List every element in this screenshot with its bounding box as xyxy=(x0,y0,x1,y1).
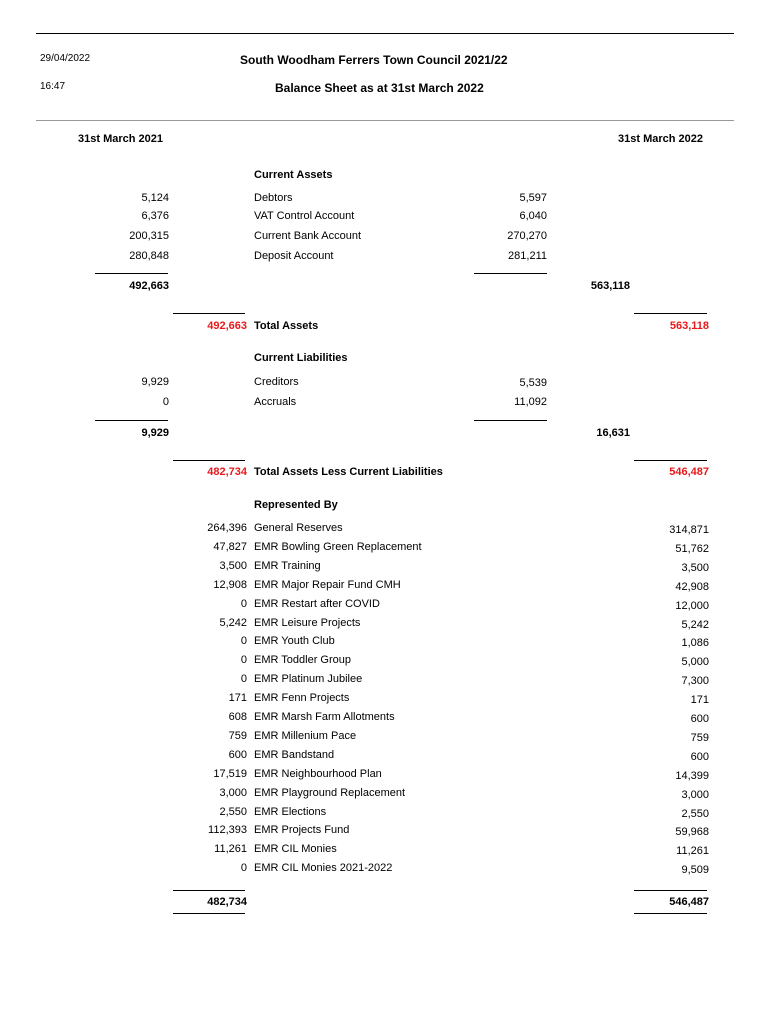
prior-value: 5,124 xyxy=(141,192,169,204)
row-label: EMR Youth Club xyxy=(254,635,335,647)
total-underline xyxy=(634,913,707,914)
column-header-prior: 31st March 2021 xyxy=(78,133,163,145)
row-label: VAT Control Account xyxy=(254,210,355,222)
row-label: EMR Training xyxy=(254,560,321,572)
row-label: EMR Fenn Projects xyxy=(254,692,350,704)
current-value: 5,242 xyxy=(681,619,709,631)
prior-value: 3,500 xyxy=(219,560,247,572)
reserves-total-current: 546,487 xyxy=(669,896,709,908)
prior-value: 280,848 xyxy=(129,250,169,262)
current-value: 9,509 xyxy=(681,864,709,876)
current-value: 600 xyxy=(690,751,709,763)
subtotal-rule xyxy=(95,420,168,421)
report-subtitle: Balance Sheet as at 31st March 2022 xyxy=(275,81,484,95)
subtotal-prior: 9,929 xyxy=(141,427,169,439)
section-heading-represented-by: Represented By xyxy=(254,499,338,511)
current-value: 1,086 xyxy=(681,637,709,649)
prior-value: 264,396 xyxy=(207,522,247,534)
prior-value: 0 xyxy=(240,673,247,685)
section-heading-current-assets: Current Assets xyxy=(254,169,333,181)
current-value: 5,597 xyxy=(519,192,547,204)
row-label: EMR CIL Monies 2021-2022 xyxy=(254,862,393,874)
prior-value: 2,550 xyxy=(219,806,247,818)
total-assets-current: 563,118 xyxy=(669,320,709,332)
net-assets-label: Total Assets Less Current Liabilities xyxy=(254,466,443,478)
row-label: EMR Marsh Farm Allotments xyxy=(254,711,395,723)
prior-value: 17,519 xyxy=(213,768,247,780)
report-time: 16:47 xyxy=(40,81,66,92)
row-label: EMR Leisure Projects xyxy=(254,617,361,629)
prior-value: 200,315 xyxy=(129,230,169,242)
current-value: 314,871 xyxy=(669,524,709,536)
row-label: EMR Projects Fund xyxy=(254,824,350,836)
row-label: EMR Neighbourhood Plan xyxy=(254,768,382,780)
current-value: 5,000 xyxy=(681,656,709,668)
total-assets-prior: 492,663 xyxy=(207,320,247,332)
section-heading-current-liabilities: Current Liabilities xyxy=(254,352,348,364)
prior-value: 600 xyxy=(228,749,247,761)
row-label: Deposit Account xyxy=(254,250,334,262)
row-label: Creditors xyxy=(254,376,299,388)
current-value: 14,399 xyxy=(675,770,709,782)
row-label: EMR Major Repair Fund CMH xyxy=(254,579,401,591)
reserves-total-prior: 482,734 xyxy=(207,896,247,908)
current-value: 3,500 xyxy=(681,562,709,574)
header-divider xyxy=(36,120,734,121)
row-label: EMR Bandstand xyxy=(254,749,335,761)
current-value: 600 xyxy=(690,713,709,725)
current-value: 12,000 xyxy=(675,600,709,612)
total-rule xyxy=(634,313,707,314)
row-label: EMR Restart after COVID xyxy=(254,598,380,610)
prior-value: 6,376 xyxy=(141,210,169,222)
prior-value: 3,000 xyxy=(219,787,247,799)
subtotal-rule xyxy=(95,273,168,274)
subtotal-rule xyxy=(474,273,547,274)
total-rule xyxy=(173,460,245,461)
current-value: 759 xyxy=(690,732,709,744)
current-value: 270,270 xyxy=(507,230,547,242)
row-label: Accruals xyxy=(254,396,297,408)
prior-value: 47,827 xyxy=(213,541,247,553)
total-rule xyxy=(173,313,245,314)
column-header-current: 31st March 2022 xyxy=(618,133,703,145)
subtotal-current: 16,631 xyxy=(596,427,630,439)
current-value: 42,908 xyxy=(675,581,709,593)
net-assets-prior: 482,734 xyxy=(207,466,247,478)
subtotal-current: 563,118 xyxy=(590,280,630,292)
row-label: Current Bank Account xyxy=(254,230,362,242)
current-value: 2,550 xyxy=(681,808,709,820)
current-value: 281,211 xyxy=(508,250,547,262)
prior-value: 0 xyxy=(240,635,247,647)
prior-value: 171 xyxy=(228,692,247,704)
row-label: EMR Elections xyxy=(254,806,327,818)
prior-value: 5,242 xyxy=(219,617,247,629)
current-value: 6,040 xyxy=(519,210,547,222)
prior-value: 12,908 xyxy=(213,579,247,591)
current-value: 11,261 xyxy=(676,845,709,857)
current-value: 7,300 xyxy=(681,675,709,687)
row-label: EMR Platinum Jubilee xyxy=(254,673,363,685)
current-value: 11,092 xyxy=(514,396,547,408)
row-label: EMR Bowling Green Replacement xyxy=(254,541,422,553)
subtotal-prior: 492,663 xyxy=(129,280,169,292)
total-rule xyxy=(634,890,707,891)
row-label: General Reserves xyxy=(254,522,343,534)
report-date: 29/04/2022 xyxy=(40,53,91,64)
row-label: Debtors xyxy=(254,192,293,204)
top-rule xyxy=(36,33,734,34)
report-title: South Woodham Ferrers Town Council 2021/22 xyxy=(240,53,508,67)
current-value: 171 xyxy=(690,694,709,706)
current-value: 3,000 xyxy=(681,789,709,801)
prior-value: 0 xyxy=(240,654,247,666)
total-rule xyxy=(173,890,245,891)
prior-value: 608 xyxy=(228,711,247,723)
current-value: 51,762 xyxy=(675,543,709,555)
subtotal-rule xyxy=(474,420,547,421)
prior-value: 0 xyxy=(240,862,247,874)
prior-value: 11,261 xyxy=(214,843,247,855)
row-label: EMR Millenium Pace xyxy=(254,730,357,742)
row-label: EMR Playground Replacement xyxy=(254,787,406,799)
row-label: EMR Toddler Group xyxy=(254,654,352,666)
prior-value: 759 xyxy=(228,730,247,742)
current-value: 59,968 xyxy=(675,826,709,838)
total-rule xyxy=(634,460,707,461)
current-value: 5,539 xyxy=(519,377,547,389)
prior-value: 9,929 xyxy=(141,376,169,388)
prior-value: 0 xyxy=(240,598,247,610)
total-assets-label: Total Assets xyxy=(254,320,319,332)
net-assets-current: 546,487 xyxy=(669,466,709,478)
total-underline xyxy=(173,913,245,914)
prior-value: 0 xyxy=(162,396,169,408)
row-label: EMR CIL Monies xyxy=(254,843,337,855)
prior-value: 112,393 xyxy=(208,824,247,836)
